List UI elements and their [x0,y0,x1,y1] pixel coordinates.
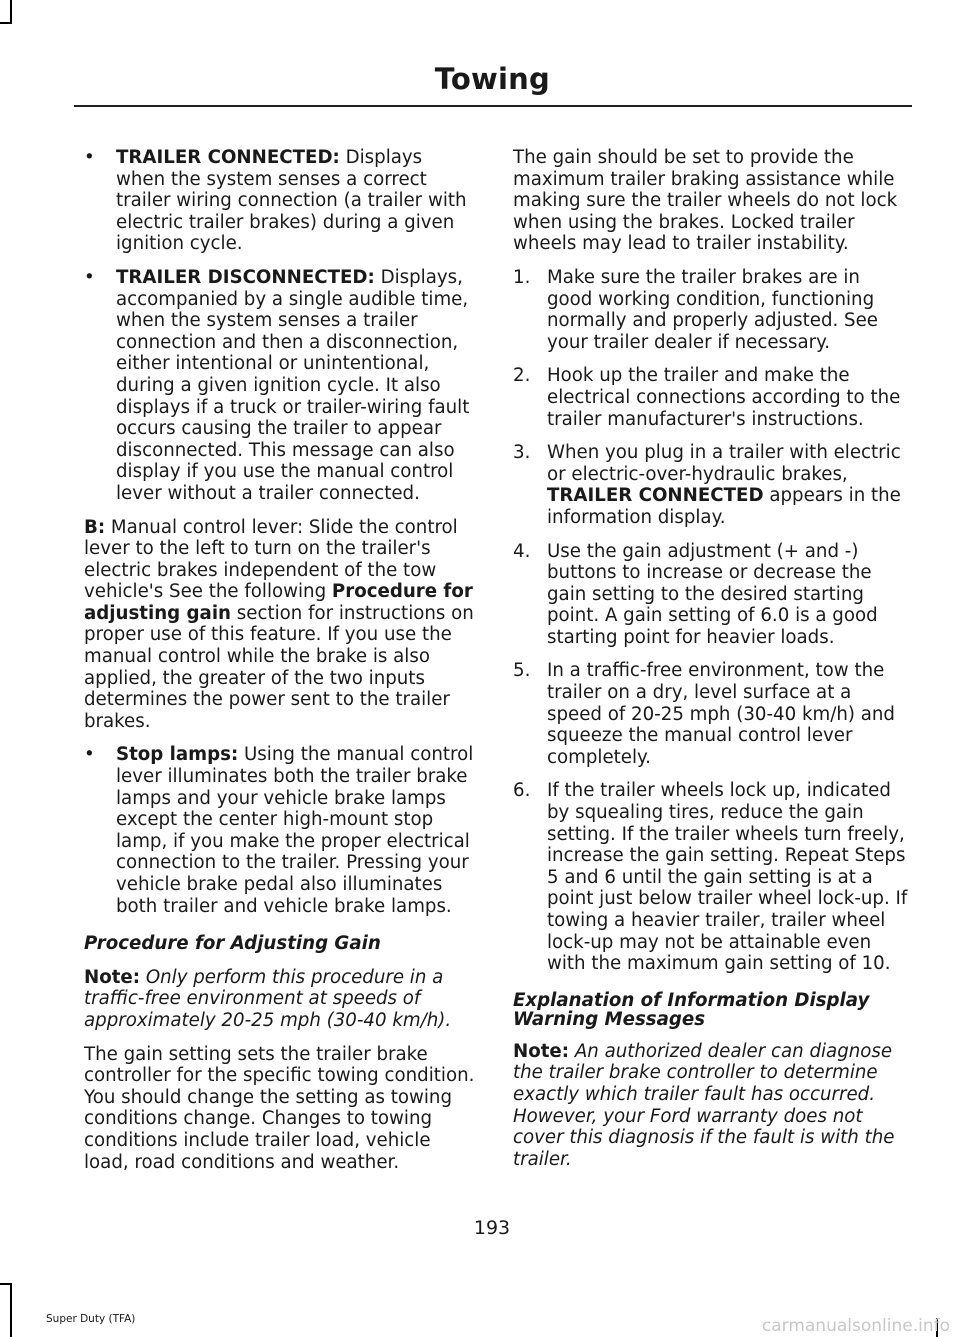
step-text: When you plug in a trailer with electric or electric-over-hydraulic brakes, [547,442,901,485]
watermark: carmanualsonline.info [761,1316,950,1336]
step-text: Make sure the trailer brakes are in good working condition, functioning normally and properly adjusted. See your trailer dealer if necessary. [547,266,878,353]
bullet-stop-lamps [84,744,476,917]
note-procedure [84,967,476,1032]
crop-mark-bottom-left [10,1283,12,1337]
paragraph-b-manual-lever [84,517,476,733]
procedure-link: Procedure for adjusting gain [84,581,473,624]
page-number: 193 [473,1217,511,1239]
gain-intro: The gain should be set to provide the maximum trailer braking assistance while making sure the trailer wheels do not lock when using the brakes. Locked trailer wheels may lead to trailer instability. [513,147,898,255]
step-5 [513,660,908,768]
bullet-label: TRAILER DISCONNECTED: [116,266,375,288]
step-2 [513,365,908,430]
bullet-trailer-connected [84,147,476,255]
step-number: 4. [513,540,531,562]
step-bold: TRAILER CONNECTED [547,485,764,507]
bullet-text: Displays, accompanied by a single audible time, when the system senses a trailer connection and then a disconnection, either intentional or unintentional, during a given ignition cycle. It also displays if a truck or trailer-wiring fault occurs causing the trailer to appear disconnected. This message can also display if you use the manual control lever without a trailer connected. [116,266,470,504]
note-dealer [513,1041,908,1171]
step-text: Hook up the trailer and make the electrical connections according to the trailer manufacturer's instructions. [547,365,901,430]
step-3 [513,442,908,528]
step-1 [513,267,908,353]
bullet-dot: • [84,147,95,168]
note-text: An authorized dealer can diagnose the trailer brake controller to determine exactly which trailer fault has occurred. However, your Ford warranty does not cover this diagnosis if the fault is with the trailer. [513,1040,895,1170]
step-number: 5. [513,660,531,682]
step-number: 1. [513,266,531,288]
step-6 [513,780,908,974]
b-text-1: Manual control lever: Slide the control lever to the left to turn on the trailer's electric brakes independent of the tow vehicle's See the following [84,516,458,603]
step-number: 6. [513,780,531,802]
step-text-2: appears in the information display. [547,485,901,528]
header-rule [74,105,912,107]
bullet-trailer-disconnected [84,267,476,505]
procedure-heading: Procedure for Adjusting Gain [84,933,381,955]
warning-messages-heading: Explanation of Information Display Warning Messages [513,989,870,1030]
b-label: B: [84,516,106,538]
bullet-label: TRAILER CONNECTED: [116,147,340,168]
left-column [84,147,476,1185]
bullet-label: Stop lamps: [116,744,239,766]
bullet-dot: • [84,744,95,766]
step-text: Use the gain adjustment (+ and -) buttons to increase or decrease the gain setting to the desired starting point. A gain setting of 6.0 is a good starting point for heavier loads. [547,540,878,648]
step-4 [513,541,908,649]
note-label: Note: [84,966,141,988]
bullet-text: Displays when the system senses a correct trailer wiring connection (a trailer with electric trailer brakes) during a given ignition cycle. [116,147,467,255]
b-text-2: section for instructions on proper use of this feature. If you use the manual control while the brake is also applied, the greater of the two inputs determines the power sent to the trailer brakes. [84,602,474,732]
note-text: Only perform this procedure in a traffic-free environment at speeds of approximately 20-25 mph (30-40 km/h). [84,966,452,1031]
crop-mark-top-left-h [0,22,12,24]
step-number: 2. [513,365,531,387]
crop-mark-bottom-left-h [0,1283,12,1285]
step-text: If the trailer wheels lock up, indicated by squealing tires, reduce the gain setting. If the trailer wheels turn freely, increase the gain setting. Repeat Steps 5 and 6 until the gain setting is at a point just below trailer wheel lock-up. If towing a heavier trailer, trailer wheel lock-up may not be attainable even with the maximum gain setting of 10. [547,780,908,975]
bullet-dot: • [84,266,95,288]
gain-paragraph: The gain setting sets the trailer brake controller for the specific towing condition. You should change the setting as towing conditions change. Changes to towing conditions include trailer load, vehicle load, road conditions and weather. [84,1043,475,1173]
footer-model: Super Duty (TFA) [46,1313,136,1325]
crop-mark-top-left [10,0,12,22]
bullet-text: Using the manual control lever illuminates both the trailer brake lamps and your vehicle brake lamps except the center high-mount stop lamp, if you make the proper electrical connection to the trailer. Pressing your vehicle brake pedal also illuminates both trailer and vehicle brake lamps. [116,744,474,917]
note-label: Note: [513,1040,570,1062]
step-text: In a traffic-free environment, tow the trailer on a dry, level surface at a speed of 20-25 mph (30-40 km/h) and squeeze the manual control lever completely. [547,660,895,768]
page-title: Towing [434,62,550,96]
right-column [513,147,908,1182]
step-number: 3. [513,442,531,464]
